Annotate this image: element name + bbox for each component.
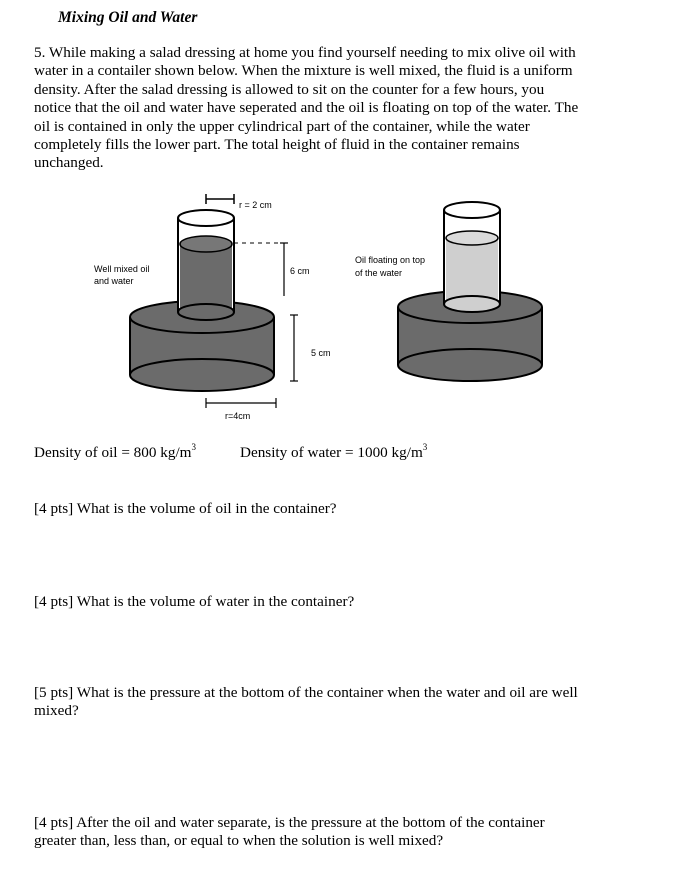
page-title: Mixing Oil and Water	[58, 9, 198, 26]
dimension-radius-top	[206, 194, 234, 204]
dimension-height-bottom	[290, 315, 298, 381]
left-lower-cylinder-bottom	[130, 359, 274, 391]
problem-line: completely fills the lower part. The total height of fluid in the container remains	[34, 136, 520, 154]
right-lower-cylinder-bottom	[398, 349, 542, 381]
question-4	[34, 814, 644, 851]
density-oil	[34, 444, 196, 462]
question-1	[34, 500, 644, 518]
question-line: mixed?	[34, 702, 79, 720]
radius-bottom-label: r=4cm	[225, 411, 251, 421]
left-label-line1: Well mixed oil	[94, 264, 150, 274]
problem-line: 5. While making a salad dressing at home you find yourself needing to mix olive oil with	[34, 44, 576, 61]
density-oil-text: Density of oil = 800 kg/m	[34, 444, 192, 461]
dimension-height-top	[280, 243, 288, 296]
question-3	[34, 684, 644, 721]
right-label-line1: Oil floating on top	[355, 255, 426, 265]
radius-top-label: r = 2 cm	[239, 200, 272, 210]
problem-statement	[34, 44, 634, 173]
problem-line: oil is contained in only the upper cylindrical part of the container, while the water	[34, 117, 530, 135]
density-water-text: Density of water = 1000 kg/m	[240, 444, 423, 461]
container-figure	[0, 185, 676, 435]
right-label-line2: of the water	[355, 268, 403, 278]
density-water	[240, 444, 427, 462]
question-line: [4 pts] What is the volume of oil in the container?	[34, 500, 337, 517]
question-2	[34, 593, 644, 611]
density-oil-exponent: 3	[191, 442, 196, 452]
problem-line: notice that the oil and water have seperated and the oil is floating on top of the water. The	[34, 99, 579, 117]
question-line: [4 pts] After the oil and water separate, is the pressure at the bottom of the container	[34, 814, 545, 831]
left-container	[130, 210, 274, 391]
density-water-exponent: 3	[422, 442, 428, 452]
right-container	[398, 202, 542, 381]
question-line: [5 pts] What is the pressure at the bottom of the container when the water and oil are well	[34, 684, 578, 701]
right-upper-cylinder-top	[444, 202, 500, 218]
problem-line: density. After the salad dressing is allowed to sit on the counter for a few hours, you	[34, 80, 545, 98]
left-label-line2: and water	[94, 276, 134, 286]
left-upper-cylinder-top	[178, 210, 234, 226]
height-bottom-label: 5 cm	[311, 348, 331, 358]
right-oil-layer	[446, 238, 498, 304]
question-line: [4 pts] What is the volume of water in the container?	[34, 593, 355, 610]
left-mixed-fluid	[180, 244, 232, 312]
dimension-radius-bottom	[206, 398, 276, 408]
question-line: greater than, less than, or equal to when the solution is well mixed?	[34, 832, 444, 850]
height-top-label: 6 cm	[290, 266, 310, 276]
problem-line: water in a contailer shown below. When the mixture is well mixed, the fluid is a uniform	[34, 62, 573, 80]
problem-line: unchanged.	[34, 154, 104, 172]
